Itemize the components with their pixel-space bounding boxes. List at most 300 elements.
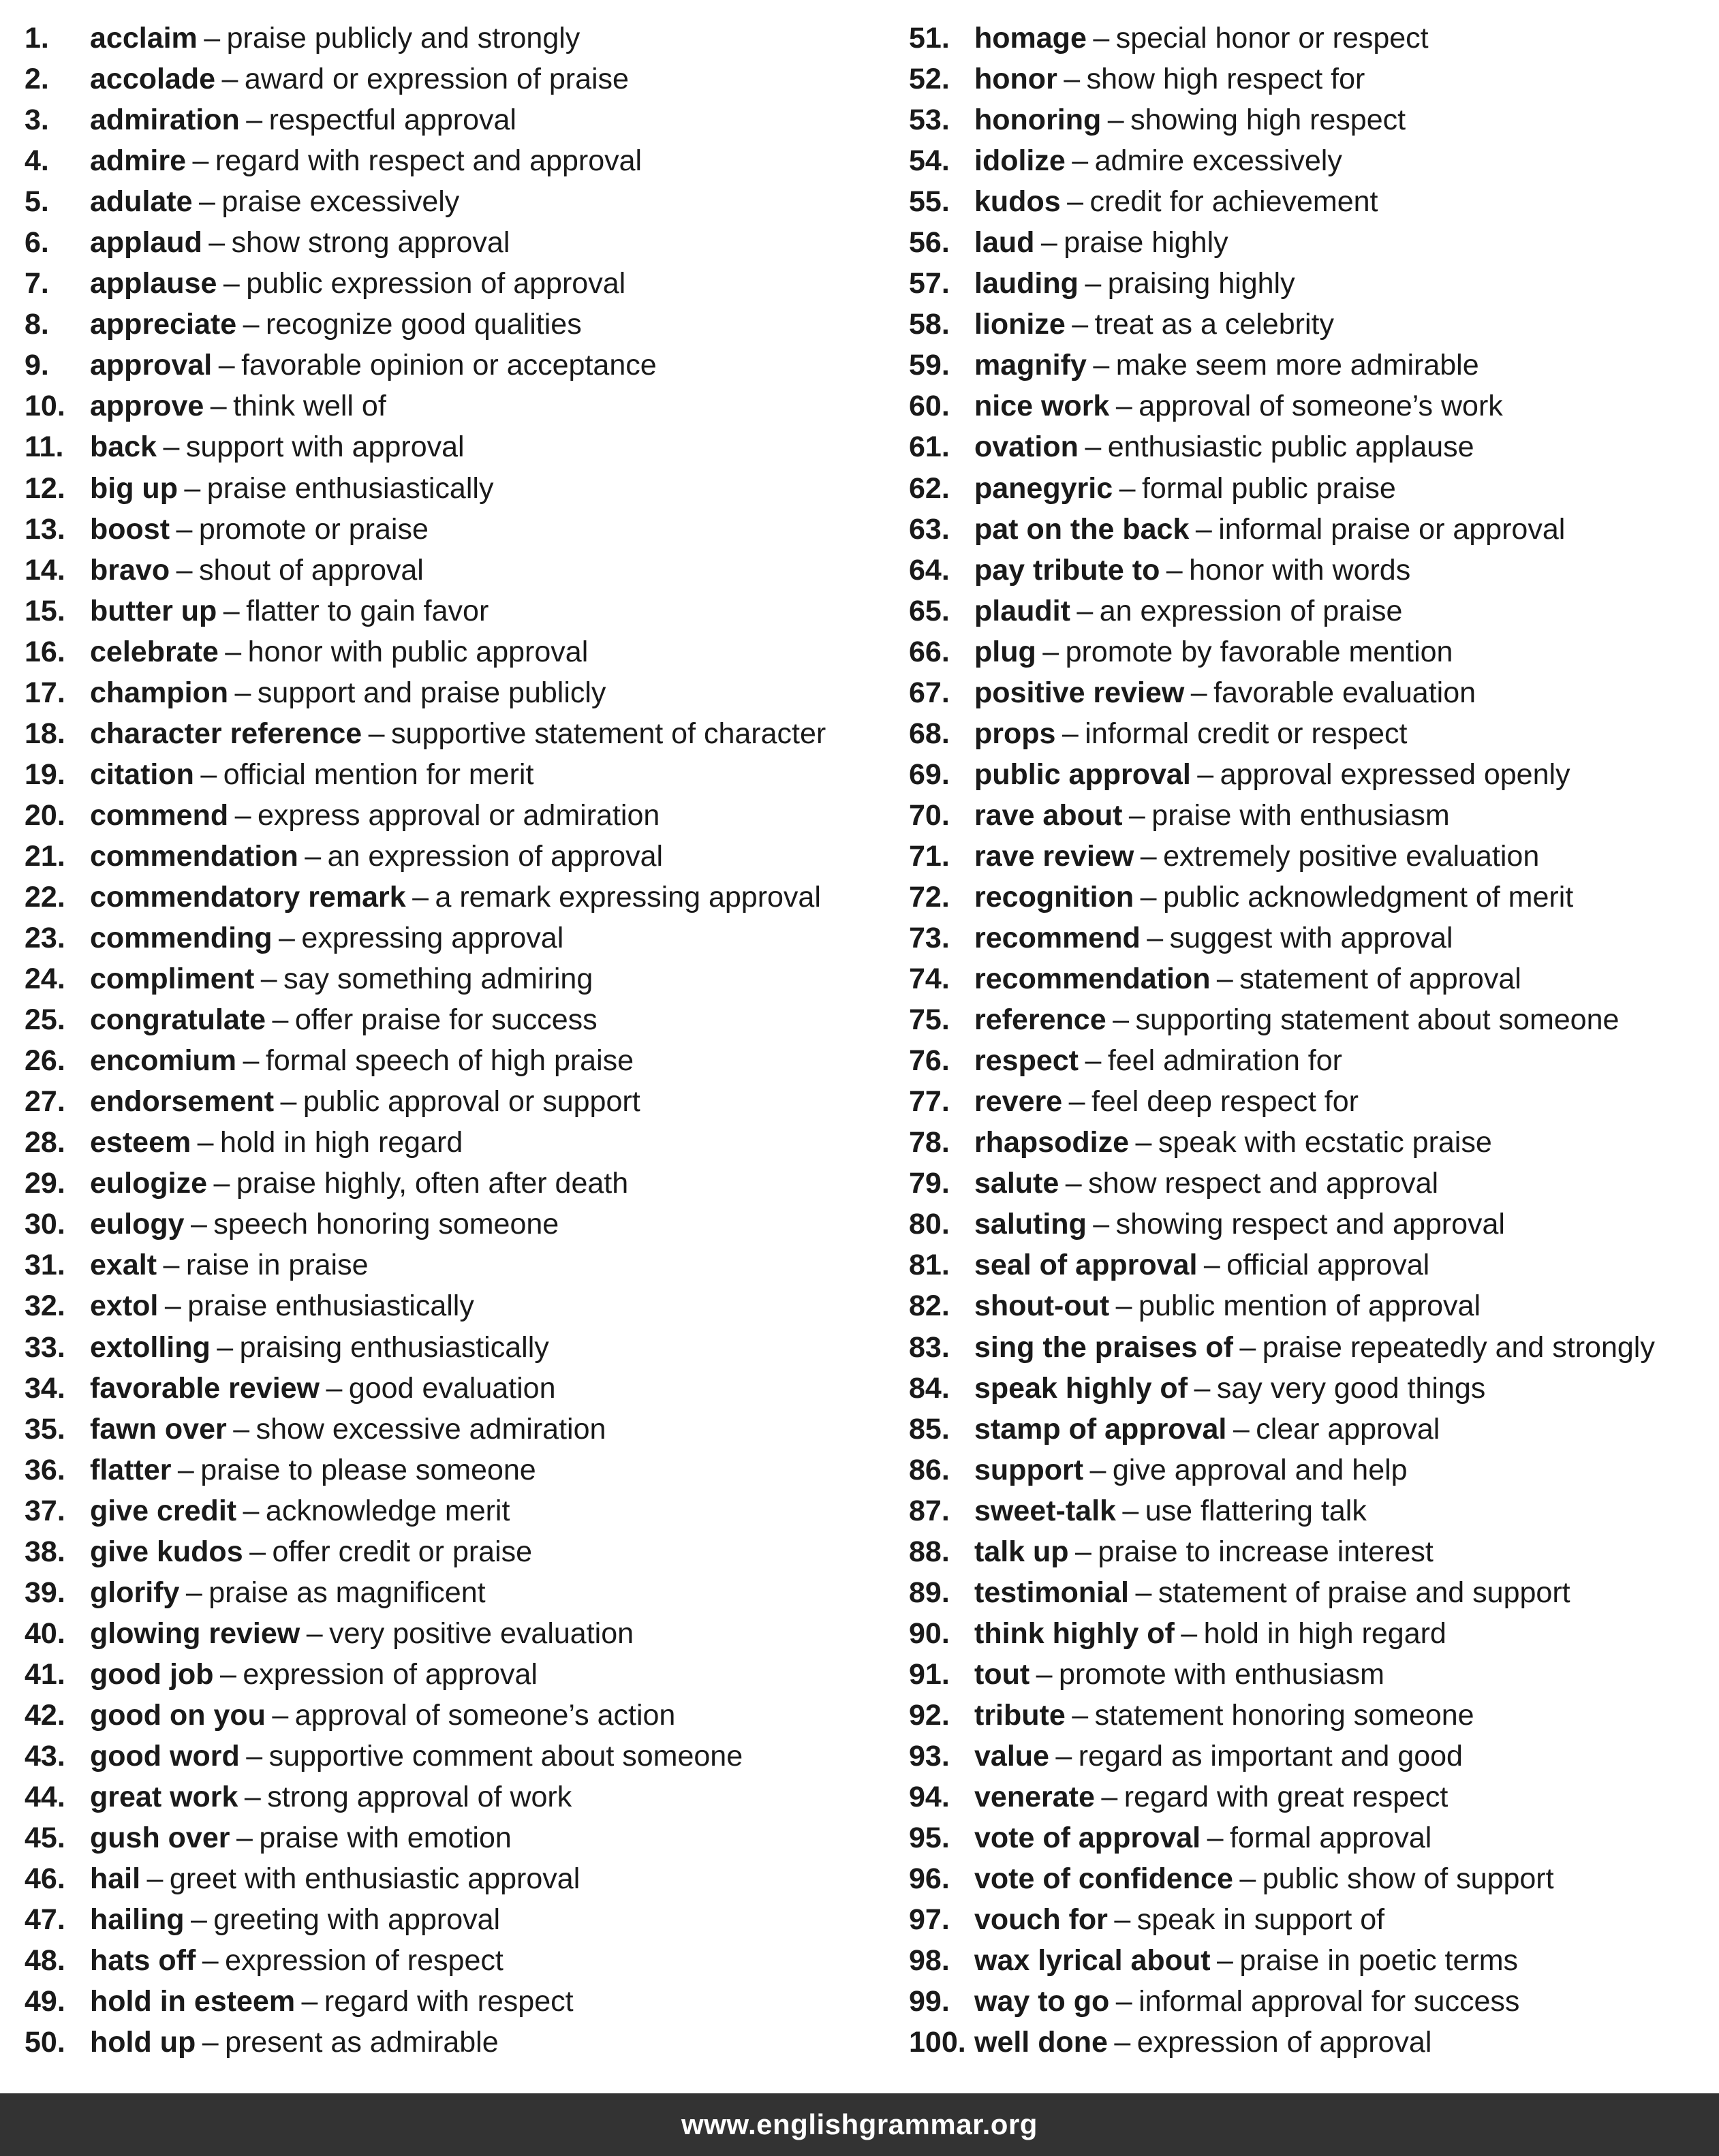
entry-word: seal of approval — [974, 1249, 1198, 1282]
list-item — [25, 1490, 883, 1531]
entry-word: speak highly of — [974, 1371, 1188, 1405]
entry-definition: speak with ecstatic praise — [1158, 1126, 1492, 1159]
entry-separator: – — [1140, 880, 1157, 913]
list-item — [25, 1368, 883, 1409]
entry-number: 50. — [25, 2026, 65, 2059]
entry-number: 65. — [909, 594, 950, 627]
entry-word: hold up — [90, 2026, 196, 2059]
entry-word: bravo — [90, 553, 170, 587]
entry-separator: – — [301, 1985, 318, 2018]
entry-word: commendation — [90, 839, 298, 873]
entry-separator: – — [1065, 1167, 1082, 1200]
entry-separator: – — [1203, 1249, 1220, 1282]
entry-number: 88. — [909, 1535, 950, 1568]
entry-separator: – — [191, 1903, 207, 1937]
entry-separator: – — [1093, 22, 1110, 54]
entry-definition: statement of approval — [1239, 963, 1521, 996]
list-item — [909, 754, 1719, 795]
footer-bar — [0, 2093, 1719, 2156]
entry-separator: – — [1115, 390, 1132, 423]
entry-number: 20. — [25, 798, 65, 832]
entry-word: value — [974, 1739, 1049, 1772]
entry-word: extolling — [90, 1330, 211, 1364]
entry-separator: – — [202, 2026, 219, 2059]
entry-definition: an expression of approval — [327, 839, 664, 873]
entry-word: vote of confidence — [974, 1862, 1233, 1896]
footer-website-url: www.englishgrammar.org — [681, 2108, 1038, 2140]
entry-number: 32. — [25, 1290, 65, 1323]
entry-separator: – — [1101, 1781, 1118, 1814]
entry-definition: approval expressed openly — [1220, 757, 1570, 791]
list-item — [909, 1327, 1719, 1368]
list-item — [25, 1450, 883, 1490]
entry-number: 56. — [909, 226, 950, 260]
entry-separator: – — [210, 390, 227, 423]
list-item — [909, 1613, 1719, 1654]
entry-word: recommendation — [974, 963, 1211, 996]
list-item — [909, 509, 1719, 550]
entry-separator: – — [1216, 963, 1233, 996]
entry-word: pay tribute to — [974, 553, 1160, 587]
list-item — [25, 18, 883, 59]
entry-word: tribute — [974, 1698, 1066, 1732]
list-item — [25, 2022, 883, 2063]
entry-number: 28. — [25, 1126, 65, 1159]
entry-word: homage — [974, 22, 1087, 54]
entry-definition: formal public praise — [1141, 471, 1396, 505]
entry-definition: promote with enthusiasm — [1059, 1657, 1384, 1691]
entry-definition: support and praise publicly — [257, 676, 606, 709]
word-list-column-right — [909, 18, 1719, 2063]
entry-definition: praise repeatedly and strongly — [1262, 1330, 1655, 1364]
entry-definition: feel deep respect for — [1091, 1085, 1359, 1119]
entry-definition: supporting statement about someone — [1135, 1003, 1620, 1037]
entry-definition: respectful approval — [268, 104, 516, 137]
entry-definition: use flattering talk — [1145, 1494, 1367, 1527]
entry-number: 49. — [25, 1985, 65, 2018]
entry-definition: official mention for merit — [223, 757, 534, 791]
entry-separator: – — [1197, 757, 1214, 791]
entry-separator: – — [1113, 1003, 1130, 1037]
entry-definition: enthusiastic public applause — [1107, 431, 1474, 464]
entry-separator: – — [1072, 144, 1089, 178]
entry-definition: praise with enthusiasm — [1151, 798, 1450, 832]
entry-number: 82. — [909, 1290, 950, 1323]
entry-number: 70. — [909, 798, 950, 832]
entry-number: 18. — [25, 717, 65, 750]
entry-definition: suggest with approval — [1169, 922, 1453, 955]
entry-word: hail — [90, 1862, 141, 1896]
entry-definition: praise to increase interest — [1098, 1535, 1434, 1568]
entry-number: 15. — [25, 594, 65, 627]
entry-word: hats off — [90, 1944, 196, 1978]
list-item — [25, 1163, 883, 1204]
entry-word: pat on the back — [974, 512, 1190, 546]
list-item — [25, 591, 883, 631]
entry-word: way to go — [974, 1985, 1110, 2018]
entry-separator: – — [1122, 1494, 1139, 1527]
entry-definition: favorable opinion or acceptance — [241, 349, 657, 382]
entry-word: commending — [90, 922, 273, 955]
entry-word: tout — [974, 1657, 1030, 1691]
entry-definition: praise to please someone — [200, 1453, 536, 1486]
list-item — [909, 1081, 1719, 1122]
list-item — [25, 672, 883, 713]
entry-word: sing the praises of — [974, 1330, 1233, 1364]
entry-separator: – — [223, 267, 240, 300]
entry-number: 54. — [909, 144, 950, 178]
list-item — [909, 140, 1719, 181]
entry-definition: formal approval — [1229, 1822, 1432, 1855]
entry-number: 47. — [25, 1903, 65, 1937]
entry-number: 7. — [25, 267, 49, 300]
entry-definition: recognize good qualities — [265, 308, 582, 341]
entry-number: 64. — [909, 553, 950, 587]
list-item — [25, 1285, 883, 1326]
list-item — [909, 672, 1719, 713]
entry-separator: – — [236, 1822, 253, 1855]
entry-word: applause — [90, 267, 217, 300]
entry-number: 14. — [25, 553, 65, 587]
entry-definition: praise enthusiastically — [187, 1290, 474, 1323]
entry-definition: favorable evaluation — [1213, 676, 1476, 709]
entry-definition: supportive comment about someone — [268, 1739, 743, 1772]
entry-separator: – — [1085, 1044, 1102, 1078]
entry-separator: – — [1166, 553, 1183, 587]
entry-definition: a remark expressing approval — [435, 880, 821, 913]
entry-word: commendatory remark — [90, 880, 406, 913]
entry-number: 6. — [25, 226, 49, 260]
list-item — [25, 386, 883, 426]
list-item — [25, 263, 883, 304]
list-item — [909, 2022, 1719, 2063]
entry-word: appreciate — [90, 308, 237, 341]
list-item — [25, 1899, 883, 1940]
entry-definition: hold in high regard — [1203, 1616, 1446, 1650]
entry-number: 93. — [909, 1739, 950, 1772]
entry-word: vote of approval — [974, 1822, 1201, 1855]
list-item — [909, 1817, 1719, 1858]
list-item — [909, 1122, 1719, 1163]
entry-definition: showing respect and approval — [1115, 1208, 1505, 1241]
entry-definition: show excessive admiration — [255, 1412, 606, 1446]
entry-definition: give approval and help — [1112, 1453, 1408, 1486]
entry-number: 94. — [909, 1781, 950, 1814]
entry-number: 60. — [909, 390, 950, 423]
entry-separator: – — [1085, 431, 1102, 464]
entry-definition: regard with great respect — [1124, 1781, 1449, 1814]
list-item — [25, 877, 883, 918]
entry-separator: – — [1216, 1944, 1233, 1978]
entry-number: 12. — [25, 471, 65, 505]
entry-separator: – — [1042, 635, 1059, 668]
entry-number: 9. — [25, 349, 49, 382]
entry-separator: – — [1072, 308, 1089, 341]
entry-number: 46. — [25, 1862, 65, 1896]
entry-definition: clear approval — [1256, 1412, 1440, 1446]
entry-word: endorsement — [90, 1085, 275, 1119]
entry-word: testimonial — [974, 1576, 1129, 1609]
entry-number: 76. — [909, 1044, 950, 1078]
entry-separator: – — [368, 717, 385, 750]
entry-word: commend — [90, 798, 229, 832]
entry-word: gush over — [90, 1822, 230, 1855]
entry-number: 11. — [25, 431, 64, 464]
entry-number: 29. — [25, 1167, 65, 1200]
entry-word: honor — [974, 63, 1057, 96]
entry-separator: – — [1036, 1657, 1053, 1691]
entry-word: rave review — [974, 839, 1134, 873]
entry-word: salute — [974, 1167, 1059, 1200]
list-item — [909, 304, 1719, 345]
entry-number: 30. — [25, 1208, 65, 1241]
entry-separator: – — [163, 431, 180, 464]
entry-number: 73. — [909, 922, 950, 955]
entry-word: ovation — [974, 431, 1079, 464]
entry-word: glorify — [90, 1576, 180, 1609]
list-item — [25, 1531, 883, 1572]
entry-separator: – — [1062, 717, 1079, 750]
entry-word: admiration — [90, 104, 240, 137]
entry-separator: – — [1068, 1085, 1085, 1119]
entry-definition: praise highly, often after death — [236, 1167, 629, 1200]
entry-definition: greet with enthusiastic approval — [169, 1862, 580, 1896]
entry-word: plug — [974, 635, 1036, 668]
entry-word: back — [90, 431, 157, 464]
entry-word: approve — [90, 390, 204, 423]
entry-separator: – — [217, 1330, 234, 1364]
entry-definition: support with approval — [185, 431, 465, 464]
list-item — [25, 550, 883, 591]
entry-definition: strong approval of work — [267, 1781, 572, 1814]
entry-number: 71. — [909, 839, 950, 873]
entry-separator: – — [1040, 226, 1057, 260]
entry-definition: formal speech of high praise — [265, 1044, 634, 1078]
entry-separator: – — [1239, 1330, 1256, 1364]
entry-separator: – — [246, 104, 263, 137]
entry-definition: praise enthusiastically — [206, 471, 494, 505]
entry-number: 89. — [909, 1576, 950, 1609]
entry-word: applaud — [90, 226, 202, 260]
entry-number: 1. — [25, 22, 49, 54]
entry-definition: special honor or respect — [1115, 22, 1429, 54]
entry-word: idolize — [974, 144, 1066, 178]
entry-definition: promote by favorable mention — [1065, 635, 1453, 668]
entry-separator: – — [272, 1003, 289, 1037]
list-item — [909, 1654, 1719, 1695]
list-item — [909, 1858, 1719, 1899]
entry-definition: honor with public approval — [247, 635, 589, 668]
entry-number: 51. — [909, 22, 950, 54]
entry-separator: – — [225, 635, 242, 668]
list-item — [909, 468, 1719, 509]
entry-definition: offer credit or praise — [272, 1535, 533, 1568]
entry-number: 77. — [909, 1085, 950, 1119]
entry-number: 63. — [909, 512, 950, 546]
entry-number: 16. — [25, 635, 65, 668]
entry-separator: – — [1114, 2026, 1131, 2059]
entry-word: character reference — [90, 717, 362, 750]
entry-number: 59. — [909, 349, 950, 382]
entry-definition: say something admiring — [283, 963, 593, 996]
entry-definition: statement honoring someone — [1094, 1698, 1474, 1732]
entry-word: shout-out — [974, 1290, 1110, 1323]
entry-number: 48. — [25, 1944, 65, 1978]
list-item — [25, 918, 883, 958]
list-item — [909, 1409, 1719, 1450]
list-item — [25, 1981, 883, 2022]
list-item — [909, 1899, 1719, 1940]
entry-word: give credit — [90, 1494, 237, 1527]
list-item — [25, 1613, 883, 1654]
entry-number: 66. — [909, 635, 950, 668]
list-item — [909, 222, 1719, 263]
entry-number: 68. — [909, 717, 950, 750]
entry-number: 3. — [25, 104, 49, 137]
entry-separator: – — [221, 63, 238, 96]
entry-separator: – — [1181, 1616, 1198, 1650]
entry-separator: – — [1093, 1208, 1110, 1241]
list-item — [25, 1122, 883, 1163]
entry-word: good job — [90, 1657, 214, 1691]
entry-definition: speak in support of — [1136, 1903, 1385, 1937]
entry-word: good word — [90, 1739, 240, 1772]
entry-definition: award or expression of praise — [244, 63, 629, 96]
entry-number: 75. — [909, 1003, 950, 1037]
entry-definition: very positive evaluation — [329, 1616, 634, 1650]
entry-separator: – — [1115, 1985, 1132, 2018]
entry-word: laud — [974, 226, 1035, 260]
list-item — [909, 59, 1719, 99]
entry-definition: regard with respect — [324, 1985, 574, 2018]
entry-word: wax lyrical about — [974, 1944, 1211, 1978]
entry-number: 44. — [25, 1781, 65, 1814]
entry-number: 58. — [909, 308, 950, 341]
entry-separator: – — [280, 1085, 297, 1119]
entry-number: 19. — [25, 757, 65, 791]
entry-word: eulogize — [90, 1167, 208, 1200]
entry-number: 53. — [909, 104, 950, 137]
entry-number: 39. — [25, 1576, 65, 1609]
entry-definition: admire excessively — [1094, 144, 1342, 178]
list-item — [909, 918, 1719, 958]
entry-definition: shout of approval — [198, 553, 424, 587]
entry-number: 100. — [909, 2026, 966, 2059]
entry-word: adulate — [90, 185, 193, 219]
entry-word: reference — [974, 1003, 1106, 1037]
entry-separator: – — [163, 1249, 180, 1282]
list-item — [25, 1572, 883, 1613]
entry-definition: approval of someone’s action — [294, 1698, 676, 1732]
entry-number: 17. — [25, 676, 65, 709]
entry-number: 25. — [25, 1003, 65, 1037]
entry-number: 74. — [909, 963, 950, 996]
entry-separator: – — [1055, 1739, 1072, 1772]
entry-definition: express approval or admiration — [257, 798, 660, 832]
entry-number: 27. — [25, 1085, 65, 1119]
entry-definition: acknowledge merit — [265, 1494, 510, 1527]
entry-word: recognition — [974, 880, 1134, 913]
entry-number: 99. — [909, 1985, 950, 2018]
entry-number: 40. — [25, 1616, 65, 1650]
list-item — [909, 550, 1719, 591]
entry-word: eulogy — [90, 1208, 185, 1241]
list-item — [25, 1409, 883, 1450]
entry-separator: – — [306, 1616, 323, 1650]
entry-word: flatter — [90, 1453, 172, 1486]
entry-definition: praise highly — [1064, 226, 1228, 260]
list-item — [25, 426, 883, 467]
entry-word: extol — [90, 1290, 159, 1323]
entry-word: nice work — [974, 390, 1110, 423]
entry-separator: – — [1195, 512, 1212, 546]
entry-separator: – — [1147, 922, 1164, 955]
entry-separator: – — [234, 676, 251, 709]
list-item — [909, 386, 1719, 426]
entry-word: talk up — [974, 1535, 1069, 1568]
entry-separator: – — [184, 471, 201, 505]
list-item — [25, 59, 883, 99]
entry-number: 97. — [909, 1903, 950, 1937]
entry-separator: – — [208, 226, 226, 260]
entry-definition: informal praise or approval — [1218, 512, 1566, 546]
entry-separator: – — [176, 512, 193, 546]
entry-number: 95. — [909, 1822, 950, 1855]
entry-separator: – — [219, 1657, 236, 1691]
list-item — [25, 181, 883, 222]
entry-definition: informal approval for success — [1139, 1985, 1520, 2018]
entry-number: 41. — [25, 1657, 65, 1691]
entry-word: hailing — [90, 1903, 185, 1937]
entry-word: saluting — [974, 1208, 1087, 1241]
entry-definition: praise in poetic terms — [1239, 1944, 1519, 1978]
entry-separator: – — [204, 22, 221, 54]
entry-separator: – — [1072, 1698, 1089, 1732]
entry-separator: – — [1239, 1862, 1256, 1896]
entry-definition: treat as a celebrity — [1094, 308, 1334, 341]
entry-separator: – — [243, 1494, 260, 1527]
entry-number: 8. — [25, 308, 49, 341]
list-item — [25, 1777, 883, 1817]
entry-separator: – — [1114, 1903, 1131, 1937]
entry-number: 38. — [25, 1535, 65, 1568]
entry-separator: – — [1089, 1453, 1106, 1486]
list-item — [909, 591, 1719, 631]
entry-definition: show high respect for — [1086, 63, 1365, 96]
list-item — [25, 631, 883, 672]
entry-number: 67. — [909, 676, 950, 709]
entry-word: vouch for — [974, 1903, 1108, 1937]
entry-number: 23. — [25, 922, 65, 955]
list-item — [25, 1245, 883, 1285]
list-item — [25, 140, 883, 181]
entry-number: 87. — [909, 1494, 950, 1527]
entry-definition: credit for achievement — [1089, 185, 1378, 219]
entry-definition: regard as important and good — [1078, 1739, 1463, 1772]
entry-definition: make seem more admirable — [1115, 349, 1479, 382]
entry-definition: present as admirable — [225, 2026, 499, 2059]
entry-word: rhapsodize — [974, 1126, 1129, 1159]
entry-word: acclaim — [90, 22, 198, 54]
entry-definition: greeting with approval — [213, 1903, 501, 1937]
entry-separator: – — [243, 308, 260, 341]
entry-separator: – — [185, 1576, 202, 1609]
list-item — [909, 1736, 1719, 1777]
entry-word: champion — [90, 676, 229, 709]
entry-definition: expression of approval — [1136, 2026, 1432, 2059]
entry-number: 34. — [25, 1371, 65, 1405]
entry-separator: – — [1077, 594, 1094, 627]
